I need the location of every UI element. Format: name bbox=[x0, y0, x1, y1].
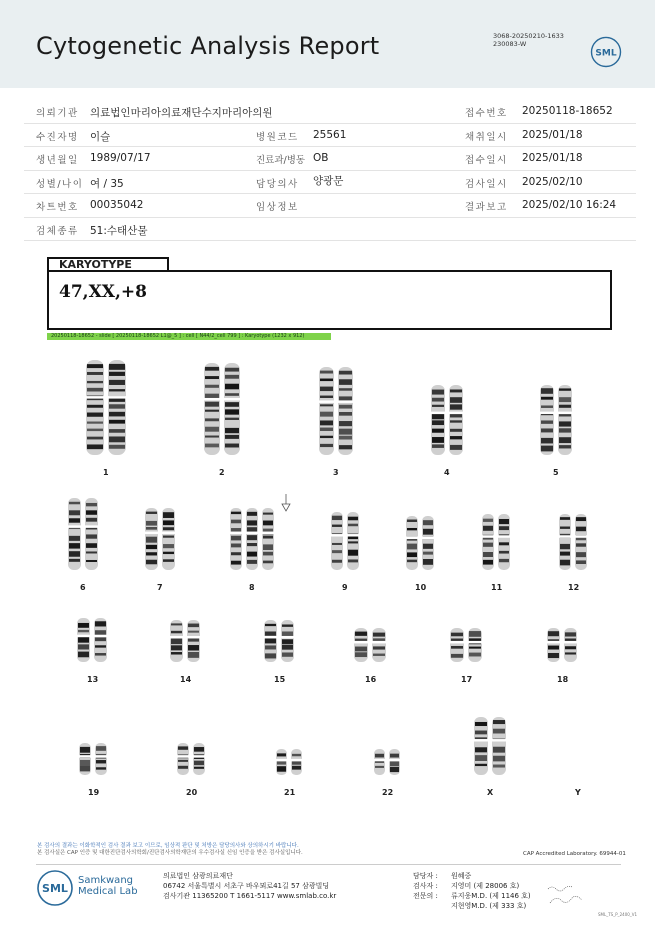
chromosome-6 bbox=[85, 498, 99, 570]
info-row bbox=[24, 124, 636, 148]
chromosome-8 bbox=[230, 508, 243, 570]
birth-label: 생년월일 bbox=[36, 155, 79, 166]
doctor-value: 양광문 bbox=[313, 174, 344, 187]
chromosome-3 bbox=[338, 367, 354, 455]
karyotype-result-box bbox=[47, 270, 612, 330]
patient-value: 이슬 bbox=[90, 130, 111, 143]
chromosome-label: 7 bbox=[157, 583, 163, 592]
chromosome-20 bbox=[193, 743, 206, 775]
disclaimer bbox=[37, 843, 303, 857]
chromosome-label: 15 bbox=[274, 675, 286, 684]
sml-footer-logo-icon bbox=[36, 869, 74, 907]
specimen-value: 51:수태산물 bbox=[90, 224, 148, 237]
chromosome-label: 19 bbox=[88, 788, 100, 797]
report-value: 2025/02/10 16:24 bbox=[522, 199, 617, 211]
chromosome-label: 18 bbox=[557, 675, 569, 684]
chromosome-4 bbox=[431, 385, 446, 455]
staff-examiner-value: 지영미 (제 28006 호) bbox=[451, 882, 520, 890]
chromosome-19 bbox=[95, 743, 108, 775]
chromosome-label: 5 bbox=[553, 468, 559, 477]
signature-icon bbox=[546, 881, 586, 911]
report-code-line1: 3068-20250210-1633 bbox=[493, 32, 564, 40]
trisomy-arrow-icon bbox=[281, 494, 291, 514]
info-row bbox=[24, 147, 636, 171]
chromosome-label: 12 bbox=[568, 583, 580, 592]
footer-brand bbox=[78, 875, 138, 897]
chromosome-X bbox=[492, 717, 507, 775]
reception-no-label: 접수번호 bbox=[465, 108, 508, 119]
sex-age-label: 성별/나이 bbox=[36, 178, 84, 190]
sex-age-value: 여 / 35 bbox=[90, 177, 124, 190]
report-code bbox=[493, 32, 564, 48]
report-label: 결과보고 bbox=[465, 202, 508, 213]
chromosome-label: 1 bbox=[103, 468, 109, 477]
chromosome-1 bbox=[108, 360, 127, 455]
chromosome-10 bbox=[422, 516, 435, 570]
institution-label: 의뢰기관 bbox=[36, 108, 79, 119]
disclaimer-line1: 본 검사의 결과는 이화학적인 검사 결과 보고 이므로, 임상적 판단 및 처방은 담당의사와 상의하시기 바랍니다. bbox=[37, 843, 299, 849]
reception-date-label: 접수일시 bbox=[465, 155, 508, 166]
footer-divider bbox=[36, 864, 621, 865]
info-row bbox=[24, 100, 636, 124]
chromosome-label: 11 bbox=[491, 583, 503, 592]
reception-no-value: 20250118-18652 bbox=[522, 105, 613, 117]
chromosome-label: 14 bbox=[180, 675, 192, 684]
collection-date-value: 2025/01/18 bbox=[522, 128, 583, 141]
specimen-label: 검체종류 bbox=[36, 225, 79, 237]
chromosome-7 bbox=[145, 508, 159, 570]
chromosome-4 bbox=[449, 385, 464, 455]
footer-address-line1: 의료법인 삼광의료재단 bbox=[163, 872, 233, 880]
chart-no-value: 00035042 bbox=[90, 199, 144, 211]
chromosome-6 bbox=[68, 498, 82, 570]
chromosome-label: 6 bbox=[80, 583, 86, 592]
footer-address-line3: 검사기관 11365200 T 1661-5117 www.smlab.co.kr bbox=[163, 892, 337, 900]
footer-brand-line1: Samkwang bbox=[78, 875, 133, 886]
chromosome-14 bbox=[170, 620, 184, 662]
chromosome-11 bbox=[482, 514, 495, 570]
cap-accreditation: CAP Accredited Laboratory. 69944-01 bbox=[523, 851, 626, 857]
karyogram-image bbox=[0, 345, 655, 805]
chromosome-label: Y bbox=[575, 788, 581, 797]
chromosome-label: X bbox=[487, 788, 494, 797]
chromosome-5 bbox=[540, 385, 555, 455]
chromosome-7 bbox=[162, 508, 176, 570]
chromosome-X bbox=[474, 717, 489, 775]
staff-contact-label: 담당자 : bbox=[413, 872, 438, 880]
staff-specialist-value: 류지웅M.D. (제 1146 호) bbox=[451, 892, 531, 900]
chromosome-3 bbox=[319, 367, 335, 455]
chromosome-9 bbox=[347, 512, 360, 570]
chromosome-15 bbox=[281, 620, 295, 662]
institution-value: 의료법인마리아의료재단수지마리아의원 bbox=[90, 107, 273, 119]
chart-no-label: 차트번호 bbox=[36, 202, 79, 213]
info-row bbox=[24, 218, 636, 242]
chromosome-16 bbox=[354, 628, 369, 662]
report-title: Cytogenetic Analysis Report bbox=[36, 32, 380, 60]
chromosome-13 bbox=[94, 618, 108, 662]
slide-info-bar: 20250118-18652 - slide [ 20250118-18652 L1@_5 ] : cell [ N44/2_cell 799 ] : Karyotype (1232 x 912) bbox=[47, 333, 331, 340]
dept-label: 진료과/병동 bbox=[256, 155, 306, 166]
report-header bbox=[0, 0, 655, 88]
chromosome-2 bbox=[204, 363, 221, 455]
chromosome-1 bbox=[86, 360, 105, 455]
patient-label: 수진자명 bbox=[36, 131, 79, 143]
chromosome-17 bbox=[450, 628, 465, 662]
chromosome-16 bbox=[372, 628, 387, 662]
report-code-line2: 230083-W bbox=[493, 40, 527, 48]
exam-date-label: 검사일시 bbox=[465, 178, 508, 190]
version-code: SML_TS_P_2400_V1 bbox=[598, 912, 638, 917]
chromosome-label: 16 bbox=[365, 675, 377, 684]
chromosome-label: 17 bbox=[461, 675, 473, 684]
footer-brand-line2: Medical Lab bbox=[78, 886, 138, 897]
chromosome-label: 2 bbox=[219, 468, 225, 477]
chromosome-label: 20 bbox=[186, 788, 198, 797]
chromosome-17 bbox=[468, 628, 483, 662]
chromosome-21 bbox=[276, 749, 288, 775]
dept-value: OB bbox=[313, 152, 329, 164]
ward-code-label: 병원코드 bbox=[256, 131, 299, 143]
footer-address bbox=[163, 871, 336, 901]
chromosome-label: 21 bbox=[284, 788, 296, 797]
chromosome-13 bbox=[77, 618, 91, 662]
chromosome-label: 9 bbox=[342, 583, 348, 592]
sml-footer-logo-text: SML bbox=[42, 882, 68, 895]
chromosome-11 bbox=[498, 514, 511, 570]
chromosome-20 bbox=[177, 743, 190, 775]
ward-code-value: 25561 bbox=[313, 128, 347, 141]
karyotype-tab: KARYOTYPE bbox=[47, 257, 169, 271]
chromosome-label: 22 bbox=[382, 788, 394, 797]
karyotype-result: 47,XX,+8 bbox=[59, 282, 147, 302]
disclaimer-line2: 본 검사실은 CAP 인증 및 대한진단검사의학회/진단검사의학재단의 우수검사실 신임 인증을 받은 검사실입니다. bbox=[37, 850, 303, 856]
chromosome-19 bbox=[79, 743, 92, 775]
staff-specialist2-value: 지현영M.D. (제 333 호) bbox=[451, 902, 527, 910]
chromosome-18 bbox=[564, 628, 578, 662]
chromosome-label: 10 bbox=[415, 583, 427, 592]
chromosome-2 bbox=[224, 363, 241, 455]
doctor-label: 담당의사 bbox=[256, 178, 299, 190]
patient-info-table bbox=[24, 100, 636, 241]
birth-value: 1989/07/17 bbox=[90, 152, 151, 164]
chromosome-10 bbox=[406, 516, 419, 570]
chromosome-12 bbox=[575, 514, 588, 570]
footer-staff bbox=[413, 871, 531, 911]
sml-logo-text: SML bbox=[595, 48, 617, 59]
exam-date-value: 2025/02/10 bbox=[522, 175, 583, 188]
footer-address-line2: 06742 서울특별시 서초구 바우뫼로41길 57 삼광빌딩 bbox=[163, 882, 330, 890]
chromosome-label: 8 bbox=[249, 583, 255, 592]
chromosome-12 bbox=[559, 514, 572, 570]
chromosome-label: 4 bbox=[444, 468, 450, 477]
staff-specialist-label: 전문의 : bbox=[413, 892, 438, 900]
chromosome-15 bbox=[264, 620, 278, 662]
staff-contact-value: 원혜중 bbox=[451, 872, 472, 880]
reception-date-value: 2025/01/18 bbox=[522, 152, 583, 164]
chromosome-8 bbox=[246, 508, 259, 570]
collection-date-label: 채취일시 bbox=[465, 131, 508, 143]
info-row bbox=[24, 171, 636, 195]
staff-examiner-label: 검사자 : bbox=[413, 882, 438, 890]
chromosome-8 bbox=[262, 508, 275, 570]
chromosome-label: 3 bbox=[333, 468, 339, 477]
chromosome-5 bbox=[558, 385, 573, 455]
chromosome-9 bbox=[331, 512, 344, 570]
chromosome-label: 13 bbox=[87, 675, 99, 684]
chromosome-18 bbox=[547, 628, 561, 662]
chromosome-14 bbox=[187, 620, 201, 662]
chromosome-22 bbox=[389, 749, 401, 775]
chromosome-22 bbox=[374, 749, 386, 775]
info-row bbox=[24, 194, 636, 218]
clinical-label: 임상정보 bbox=[256, 202, 299, 213]
chromosome-21 bbox=[291, 749, 303, 775]
sml-logo-icon bbox=[590, 36, 622, 68]
